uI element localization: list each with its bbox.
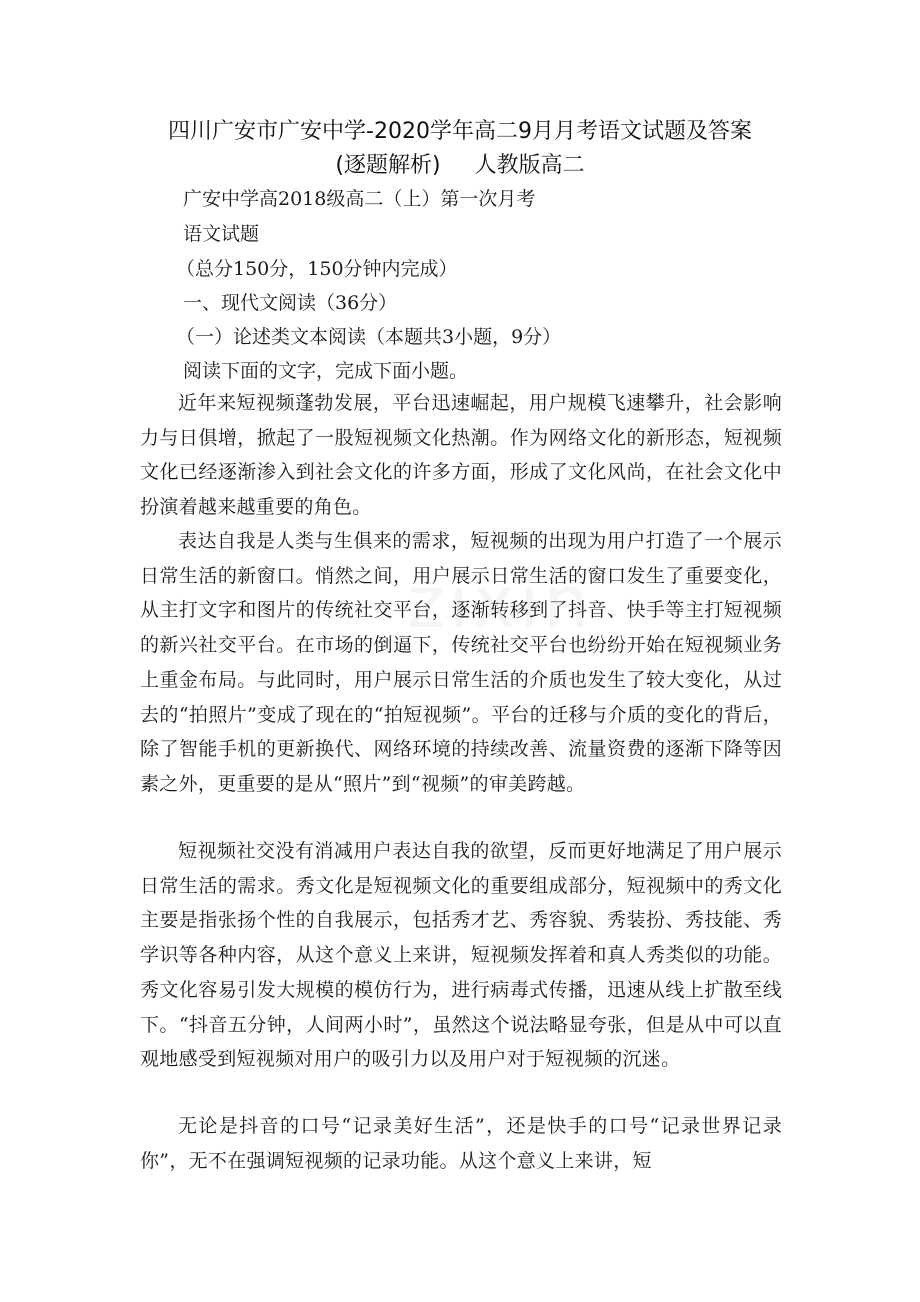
doc-title-line2	[100, 150, 820, 182]
exam-subject: 语文试题	[183, 223, 260, 245]
section-heading: 一、现代文阅读（36分）	[183, 292, 398, 314]
doc-title-note: (逐题解析)	[335, 153, 441, 178]
subsection-heading: （一）论述类文本阅读（本题共3小题，9分）	[176, 326, 562, 348]
paragraph-3: 短视频社交没有消减用户表达自我的欲望，反而更好地满足了用户展示日常生活的需求。秀文化是短视频文化的重要组成部分，短视频中的秀文化主要是指张扬个性的自我展示，包括秀才艺、秀容貌、秀装扮、秀技能、秀学识等各种内容，从这个意义上来讲，短视频发挥着和真人秀类似的功能。秀文化容易引发大规模的模仿行为，进行病毒式传播，迅速从线上扩散至线下。“抖音五分钟，人间两小时”，虽然这个说法略显夸张，但是从中可以直观地感受到短视频对用户的吸引力以及用户对于短视频的沉迷。	[140, 840, 782, 1071]
score-info: （总分150分，150分钟内完成）	[176, 258, 458, 280]
doc-title-edition: 人教版高二	[474, 153, 585, 178]
doc-title-line1: 四川广安市广安中学-2020学年高二9月月考语文试题及答案	[168, 119, 752, 144]
paragraph-2: 表达自我是人类与生俱来的需求，短视频的出现为用户打造了一个展示日常生活的新窗口。悄然之间，用户展示日常生活的窗口发生了重要变化，从主打文字和图片的传统社交平台，逐渐转移到了抖音、快手等主打短视频的新兴社交平台。在市场的倒逼下，传统社交平台也纷纷开始在短视频业务上重金布局。与此同时，用户展示日常生活的介质也发生了较大变化，从过去的“拍照片”变成了现在的“拍短视频”。平台的迁移与介质的变化的背后，除了智能手机的更新换代、网络环境的持续改善、流量资费的逐渐下降等因素之外，更重要的是从“照片”到“视频”的审美跨越。	[140, 530, 782, 795]
paragraph-1: 近年来短视频蓬勃发展，平台迅速崛起，用户规模飞速攀升，社会影响力与日俱增，掀起了一股短视频文化热潮。作为网络文化的新形态，短视频文化已经逐渐渗入到社会文化的许多方面，形成了文化风尚，在社会文化中扮演着越来越重要的角色。	[140, 392, 782, 519]
exam-name: 广安中学高2018级高二（上）第一次月考	[183, 188, 536, 210]
watermark: zixin	[406, 560, 594, 644]
paragraph-4: 无论是抖音的口号“记录美好生活”，还是快手的口号“记录世界记录你”，无不在强调短视频的记录功能。从这个意义上来讲，短	[140, 1115, 782, 1172]
reading-instruction: 阅读下面的文字，完成下面小题。	[183, 360, 469, 382]
